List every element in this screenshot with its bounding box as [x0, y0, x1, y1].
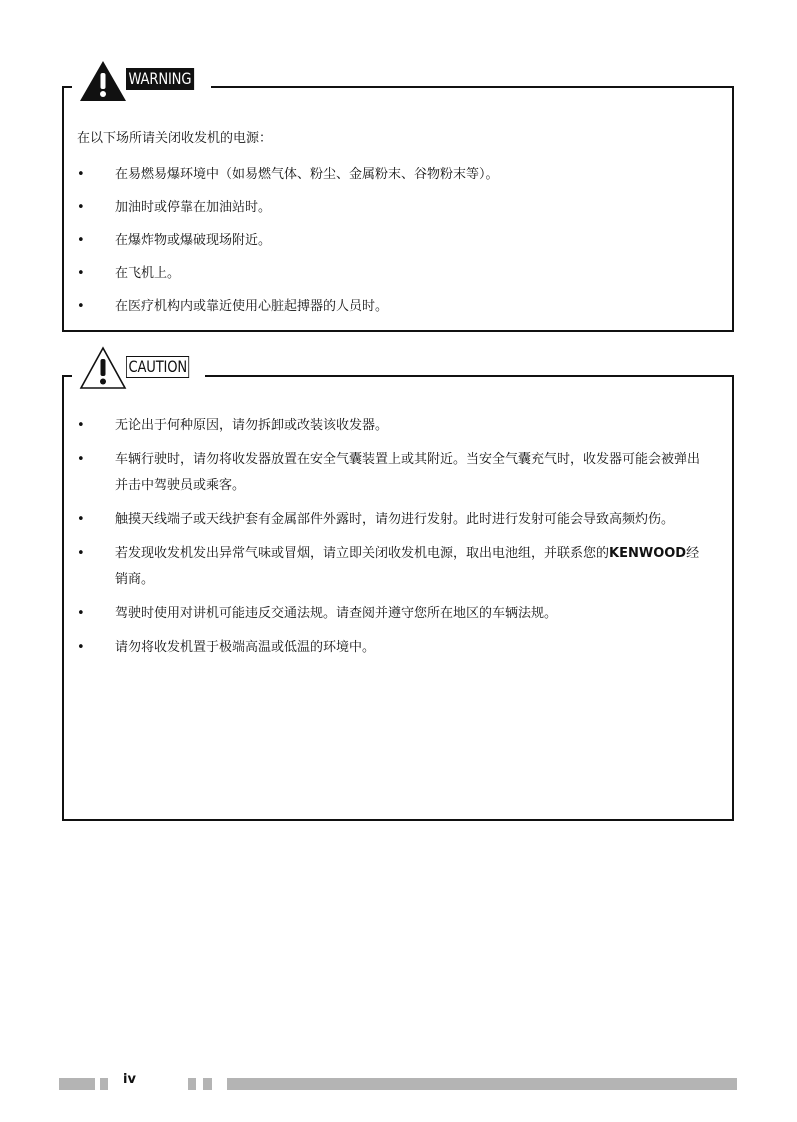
- caution-triangle-icon: [78, 345, 128, 391]
- list-item: • 触摸天线端子或天线护套有金属部件外露时，请勿进行发射。此时进行发射可能会导致高频灼伤。: [64, 507, 732, 533]
- caution-header: [72, 349, 205, 391]
- caution-list: [64, 413, 732, 669]
- list-item: • 若发现收发机发出异常气味或冒烟，请立即关闭收发机电源，取出电池组，并联系您的KENWOOD经销商。: [64, 541, 732, 593]
- warning-header: [72, 61, 211, 103]
- list-item: • 车辆行驶时，请勿将收发器放置在安全气囊装置上或其附近。当安全气囊充气时，收发器可能会被弹出并击中驾驶员或乘客。: [64, 447, 732, 499]
- warning-triangle-icon: [78, 59, 128, 103]
- footer-bar: [227, 1078, 737, 1090]
- list-item: • 加油时或停靠在加油站时。: [64, 195, 732, 221]
- bullet: •: [77, 167, 85, 182]
- bullet: •: [77, 200, 85, 215]
- list-item: • 在医疗机构内或靠近使用心脏起搏器的人员时。: [64, 294, 732, 320]
- list-item: • 无论出于何种原因，请勿拆卸或改装该收发器。: [64, 413, 732, 439]
- bullet: •: [77, 546, 85, 561]
- footer-bar: [188, 1078, 196, 1090]
- list-item: • 在易燃易爆环境中（如易燃气体、粉尘、金属粉末、谷物粉末等）。: [64, 162, 732, 188]
- bullet: •: [77, 266, 85, 281]
- bullet: •: [77, 606, 85, 621]
- list-item: • 在爆炸物或爆破现场附近。: [64, 228, 732, 254]
- warning-intro: 在以下场所请关闭收发机的电源：: [77, 131, 273, 146]
- warning-label: WARNING: [126, 68, 194, 90]
- warning-box: [62, 69, 734, 332]
- bullet: •: [77, 233, 85, 248]
- footer-bar: [203, 1078, 212, 1090]
- brand-name: KENWOOD: [609, 546, 687, 561]
- bullet: •: [77, 452, 85, 467]
- bullet: •: [77, 299, 85, 314]
- caution-box: [62, 357, 734, 821]
- bullet: •: [77, 640, 85, 655]
- warning-list: [64, 162, 732, 327]
- list-item: • 驾驶时使用对讲机可能违反交通法规。请查阅并遵守您所在地区的车辆法规。: [64, 601, 732, 627]
- bullet: •: [77, 418, 85, 433]
- footer-bar: [100, 1078, 108, 1090]
- list-item: • 请勿将收发机置于极端高温或低温的环境中。: [64, 635, 732, 661]
- list-item: • 在飞机上。: [64, 261, 732, 287]
- bullet: •: [77, 512, 85, 527]
- caution-label: CAUTION: [126, 356, 190, 378]
- footer-bar: [59, 1078, 95, 1090]
- page-number: iv: [123, 1072, 136, 1087]
- page-footer: [0, 1072, 797, 1092]
